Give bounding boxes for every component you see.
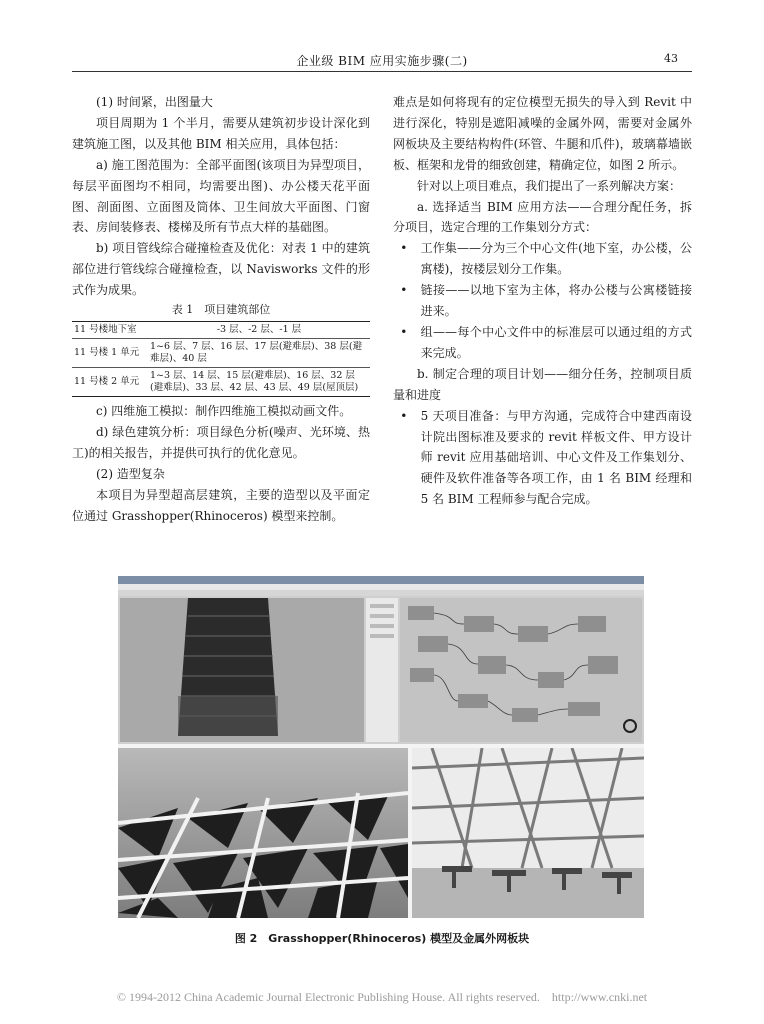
- bullet-item: [393, 406, 692, 511]
- bullet-icon: •: [400, 283, 408, 298]
- header-rule: [72, 71, 692, 72]
- paragraph: d) 绿色建筑分析：项目绿色分析(噪声、光环境、热工)的相关报告，并提供可执行的优化意见。: [72, 424, 370, 460]
- paragraph: 难点是如何将现有的定位模型无损失的导入到 Revit 中进行深化，特别是遮阳减噪的金属外网，需要对金属外网板块及主要结构构件(环管、牛腿和爪件)，玻璃幕墙嵌板、框架和龙骨的细致创建，精确定位，如图 2 所示。: [393, 95, 692, 172]
- table-cell-unit: 11 号楼 1 单元: [72, 339, 148, 368]
- paragraph: 项目周期为 1 个半月，需要从建筑初步设计深化到建筑施工图，以及其他 BIM 相关应用，具体包括：: [72, 115, 370, 151]
- section-heading: (2) 造型复杂: [96, 466, 165, 481]
- table-cell-floors: 1~3 层、14 层、15 层(避难层)、16 层、32 层(避难层)、33 层、42 层、43 层、49 层(屋顶层): [148, 368, 370, 397]
- paragraph: a) 施工图范围为：全部平面图(该项目为异型项目，每层平面图均不相同，均需要出图)、办公楼天花平面图、剖面图、立面图及筒体、卫生间放大平面图、门窗表、房间装修表、楼梯及所有节点大样的基础图。: [72, 157, 370, 235]
- figure-2: [118, 576, 644, 918]
- paragraph: c) 四维施工模拟：制作四维施工模拟动画文件。: [96, 404, 352, 419]
- bullet-item: [393, 238, 692, 280]
- bullet-text: 组——每个中心文件中的标准层可以通过组的方式来完成。: [420, 324, 692, 360]
- rhino-grasshopper-screenshot: [118, 576, 644, 744]
- section-heading: (1) 时间紧，出图量大: [96, 95, 213, 109]
- running-header: 企业级 BIM 应用实施步骤(二): [296, 54, 468, 68]
- table-row: [72, 368, 370, 397]
- left-column: [72, 92, 370, 527]
- page-number: 43: [664, 52, 678, 65]
- bullet-text: 链接——以地下室为主体，将办公楼与公寓楼链接进来。: [420, 283, 692, 319]
- bullet-text: 工作集——分为三个中心文件(地下室，办公楼，公寓楼)，按楼层划分工作集。: [420, 241, 692, 277]
- paragraph: a. 选择适当 BIM 应用方法——合理分配任务，拆分项目，选定合理的工作集划分方式：: [393, 199, 692, 235]
- metal-mesh-panel-photo: [118, 748, 408, 918]
- rhino-grasshopper-illustration: [118, 576, 644, 744]
- copyright-footer: © 1994-2012 China Academic Journal Electronic Publishing House. All rights reserved. http://www.cnki.net: [116, 990, 648, 1004]
- figure-caption: 图 2 Grasshopper(Rhinoceros) 模型及金属外网板块: [234, 932, 530, 945]
- paragraph: 本项目为异型超高层建筑，主要的造型以及平面定位通过 Grasshopper(Rhinoceros) 模型来控制。: [72, 487, 370, 523]
- bullet-text: 5 天项目准备：与甲方沟通，完成符合中建西南设计院出图标准及要求的 revit 样板文件、甲方设计师 revit 应用基础培训、中心文件及工作集划分、硬件及软件准备等各项工作，由 1 名 BIM 经理和 5 名 BIM 工程师参与配合完成。: [420, 408, 692, 507]
- table-cell-unit: 11 号楼地下室: [72, 322, 148, 339]
- right-column: [393, 92, 692, 510]
- table-row: [72, 339, 370, 368]
- bullet-item: [393, 280, 692, 322]
- building-parts-table: [72, 321, 370, 397]
- table-caption: 表 1 项目建筑部位: [171, 303, 271, 317]
- table-cell-floors: -3 层、-2 层、-1 层: [148, 322, 370, 339]
- bullet-icon: •: [400, 324, 408, 339]
- bullet-icon: •: [400, 408, 408, 423]
- interior-rendering: [412, 748, 644, 918]
- paragraph: 针对以上项目难点，我们提出了一系列解决方案：: [417, 178, 682, 193]
- bullet-item: [393, 322, 692, 364]
- interior-illustration: [412, 748, 644, 918]
- table-cell-unit: 11 号楼 2 单元: [72, 368, 148, 397]
- bullet-icon: •: [400, 241, 408, 256]
- table-cell-floors: 1~6 层、7 层、16 层、17 层(避难层)、38 层(避难层)、40 层: [148, 339, 370, 368]
- paragraph: b. 制定合理的项目计划——细分任务，控制项目质量和进度: [393, 366, 692, 402]
- paragraph: b) 项目管线综合碰撞检查及优化：对表 1 中的建筑部位进行管线综合碰撞检查，以 Navisworks 文件的形式作为成果。: [72, 241, 370, 298]
- table-row: [72, 322, 370, 339]
- metal-mesh-illustration: [118, 748, 408, 918]
